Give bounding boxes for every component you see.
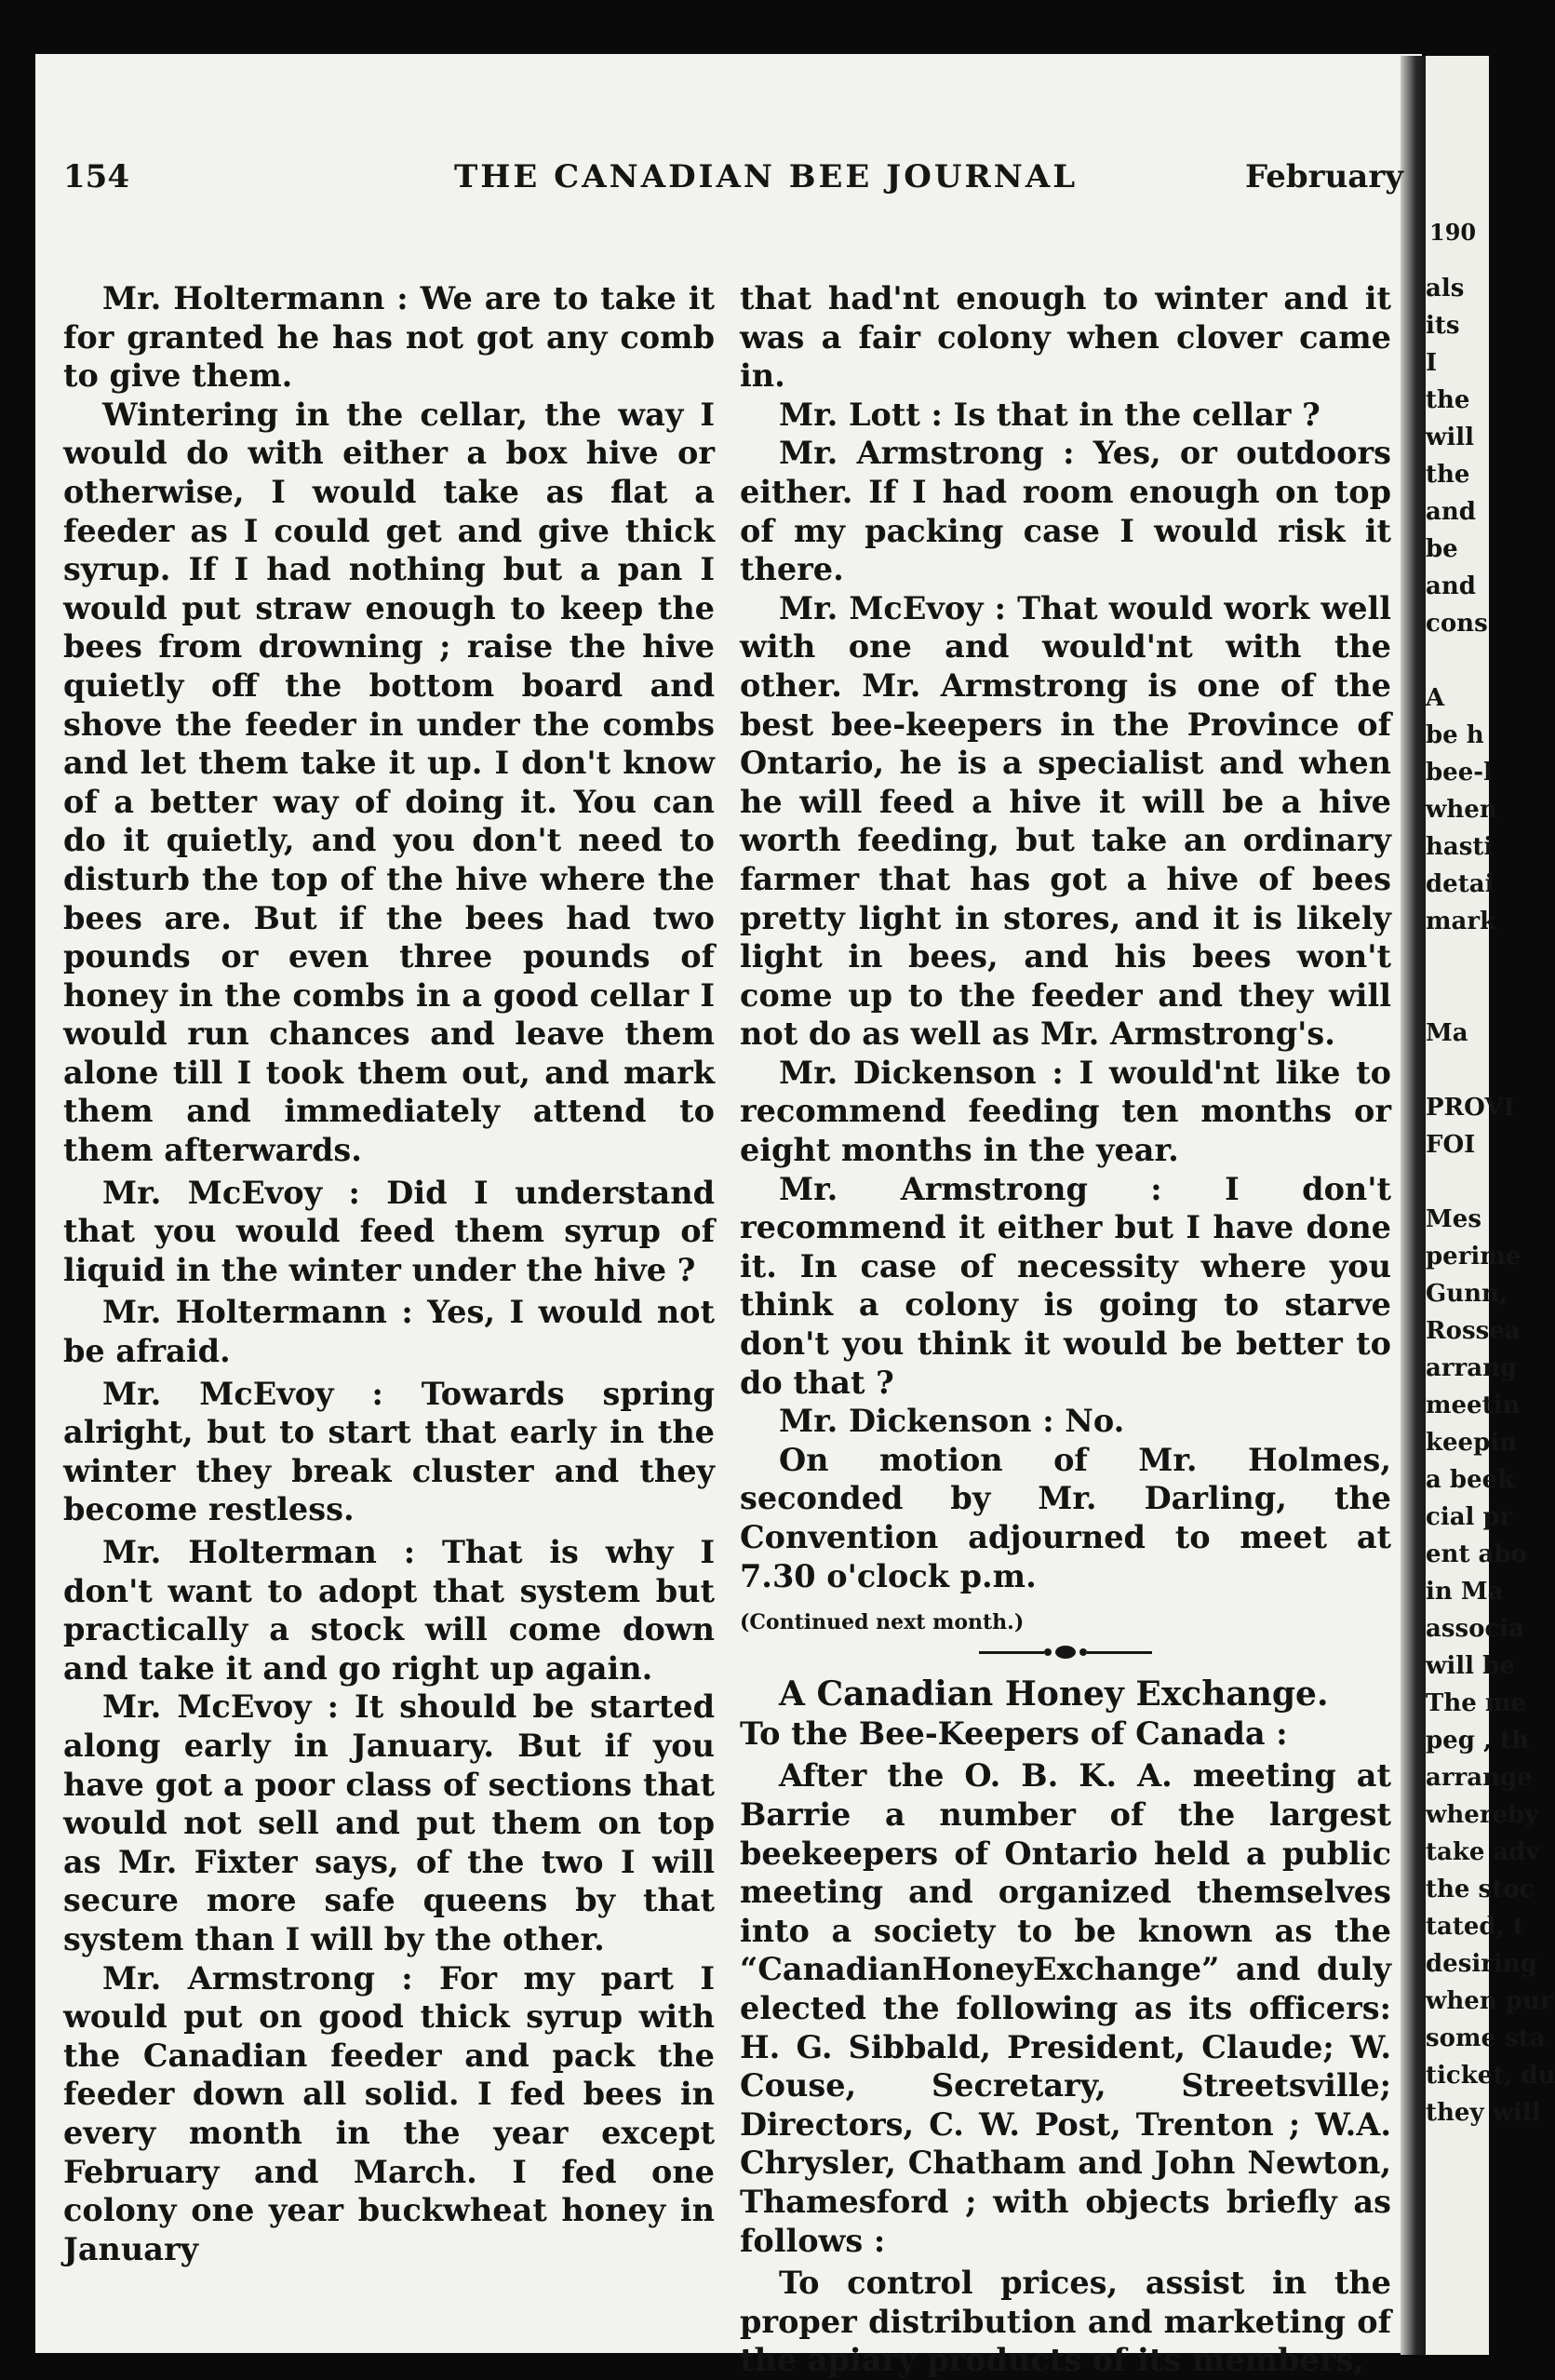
paragraph: Mr. McEvoy : Towards spring alright, but to start that early in the winter they break cluster and they become restless. (63, 1375, 715, 1528)
paragraph: Mr. McEvoy : It should be started along early in January. But if you have got a poor class of sections that would not sell and put them on top as Mr. Fixter says, of the two I will secure more safe queens by that system than I will by the other. (63, 1688, 715, 1957)
paragraph-continuation: that had'nt enough to winter and it was a fair colony when clover came in. (740, 280, 1391, 395)
paragraph: Mr. Dickenson : No. (779, 1403, 1125, 1440)
adjacent-page-number: 190 (1429, 219, 1477, 246)
adjacent-page-line: keepin (1426, 1429, 1518, 1457)
adjacent-page-line: the (1426, 461, 1470, 489)
adjacent-page-line: A (1426, 684, 1445, 712)
article-title: A Canadian Honey Exchange. (779, 1674, 1329, 1714)
adjacent-page-line: be (1426, 535, 1458, 563)
paragraph: Mr. Dickenson : I would'nt like to recommend feeding ten months or eight months in the year. (740, 1054, 1391, 1169)
adjacent-page-line: will be (1426, 1652, 1515, 1680)
adjacent-page-line: tated, t (1426, 1913, 1524, 1941)
adjacent-page-line: The me (1426, 1689, 1526, 1717)
adjacent-page-line: PROVI (1426, 1094, 1515, 1122)
adjacent-page-line: a beek (1426, 1466, 1515, 1494)
paragraph: Mr. Armstrong : For my part I would put on good thick syrup with the Canadian feeder and pack the feeder down all solid. I fed bees in every month in the year except February and March. I fed one colony one year buckwheat honey in January (63, 1959, 715, 2267)
adjacent-page-line: be h (1426, 721, 1484, 749)
adjacent-page-line: ticket, du (1426, 2062, 1555, 2090)
paragraph: To control prices, assist in the proper distribution and marketing of the apiary products of its members, (740, 2265, 1391, 2379)
paragraph: Mr. McEvoy : Did I understand that you would feed them syrup of liquid in the winter under the hive ? (63, 1174, 715, 1288)
book-spine (1401, 56, 1428, 2355)
divider-dot (1079, 1648, 1087, 1656)
adjacent-page-line: the stoc (1426, 1876, 1535, 1903)
adjacent-page-line: Ma (1426, 1019, 1468, 1047)
adjacent-page-line: when pur (1426, 1987, 1553, 2015)
adjacent-page-line (1426, 1163, 1555, 1201)
adjacent-page-line: ent abo (1426, 1540, 1527, 1568)
right-column (740, 279, 1391, 2380)
adjacent-page-line (1426, 977, 1555, 1015)
adjacent-page-line: will (1426, 424, 1475, 451)
adjacent-page-line: hasti (1426, 833, 1494, 861)
divider-ornament (1055, 1646, 1076, 1659)
article-salutation: To the Bee-Keepers of Canada : (740, 1714, 1288, 1752)
adjacent-page-line: associa (1426, 1615, 1525, 1643)
divider-rule (979, 1651, 1044, 1654)
adjacent-page-line: arrang (1426, 1354, 1518, 1382)
adjacent-page-line: mark (1426, 908, 1497, 935)
paragraph: After the O. B. K. A. meeting at Barrie a number of the largest beekeepers of Ontario held a public meeting and organized themselves into a society to be known as the “CanadianHoneyExchange” and duly elected the following as its officers: H. G. Sibbald, President, Claude; W. Couse, Secretary, Streetsville; Directors, C. W. Post, Trenton ; W.A. Chrysler, Chatham and John Newton, Thamesford ; with objects briefly as follows : (740, 1757, 1391, 2259)
adjacent-page-line: Rossea (1426, 1317, 1521, 1345)
paragraph: Mr. Holtermann : We are to take it for granted he has not got any comb to give them. (63, 280, 715, 395)
adjacent-page-line: when (1426, 796, 1497, 824)
adjacent-page-line: and (1426, 572, 1476, 600)
adjacent-page-line: its (1426, 312, 1460, 340)
adjacent-page-line: meetin (1426, 1392, 1521, 1419)
paragraph: Mr. Armstrong : Yes, or outdoors either. If I had room enough on top of my packing case I would risk it there. (740, 435, 1391, 588)
adjacent-page-line: perime (1426, 1243, 1521, 1271)
continued-note: (Continued next month.) (740, 1610, 1025, 1635)
adjacent-page-lines (1426, 270, 1555, 2131)
adjacent-page-line: Gunn, (1426, 1280, 1508, 1308)
page-header (63, 158, 1403, 214)
adjacent-page-line (1426, 642, 1555, 679)
adjacent-page-line: cial pr (1426, 1503, 1513, 1531)
paragraph: Mr. Armstrong : I don't recommend it either but I have done it. In case of necessity where you think a colony is going to starve don't you think it would be better to do that ? (740, 1170, 1391, 1401)
adjacent-page-line: desiring (1426, 1950, 1537, 1978)
adjacent-page-line: arrange (1426, 1764, 1533, 1792)
paragraph: Wintering in the cellar, the way I would do with either a box hive or otherwise, I would take as flat a feeder as I could get and give thick syrup. If I had nothing but a pan I would put straw enough to keep the bees from drowning ; raise the hive quietly off the bottom board and shove the feeder in under the combs and let them take it up. I don't know of a better way of doing it. You can do it quietly, and you don't need to disturb the top of the hive where the bees are. But if the bees had two pounds or even three pounds of honey in the combs in a good cellar I would run chances and leave them alone till I took them out, and mark them and immediately attend to them afterwards. (63, 396, 715, 1169)
adjacent-page-line: in Ma (1426, 1578, 1504, 1606)
paragraph: On motion of Mr. Holmes, seconded by Mr. Darling, the Convention adjourned to meet at 7.30 o'clock p.m. (740, 1441, 1391, 1594)
paragraph: Mr. McEvoy : That would work well with one and would'nt with the other. Mr. Armstrong is one of the best bee-keepers in the Province of Ontario, he is a specialist and when he will feed a hive it will be a hive worth feeding, but take an ordinary farmer that has got a hive of bees pretty light in stores, and it is likely light in bees, and his bees won't come up to the feeder and they will not do as well as Mr. Armstrong's. (740, 589, 1391, 1053)
adjacent-page-line: the (1426, 386, 1470, 414)
adjacent-page-line: they will (1426, 2099, 1541, 2127)
adjacent-page-fragment (1426, 56, 1555, 2355)
adjacent-page-line: cons (1426, 610, 1488, 638)
paragraph: Mr. Holterman : That is why I don't want to adopt that system but practically a stock will come down and take it and go right up again. (63, 1534, 715, 1687)
paragraph: Mr. Holtermann : Yes, I would not be afraid. (63, 1294, 715, 1370)
adjacent-page-line: and (1426, 498, 1476, 526)
section-divider (740, 1646, 1391, 1659)
adjacent-page-line: Mes (1426, 1205, 1481, 1233)
page-number: 154 (63, 158, 129, 195)
adjacent-page-line: detai (1426, 870, 1495, 898)
divider-dot (1044, 1648, 1052, 1656)
issue-month: February (1244, 158, 1403, 195)
adjacent-page-line: some sta (1426, 2024, 1546, 2052)
adjacent-page-line: I (1426, 349, 1438, 377)
adjacent-page-line: bee-l (1426, 759, 1493, 787)
adjacent-page-line: peg , th (1426, 1727, 1529, 1755)
journal-title: THE CANADIAN BEE JOURNAL (454, 158, 1079, 195)
divider-rule (1087, 1651, 1152, 1654)
paragraph: Mr. Lott : Is that in the cellar ? (779, 396, 1320, 433)
left-column (63, 279, 715, 2268)
adjacent-page-line (1426, 940, 1555, 977)
adjacent-page-line: als (1426, 275, 1465, 303)
adjacent-page-line: take adv (1426, 1838, 1540, 1866)
adjacent-page-line (1426, 1052, 1555, 1089)
adjacent-page-line: whereby (1426, 1801, 1539, 1829)
adjacent-page-line: FOI (1426, 1131, 1476, 1159)
